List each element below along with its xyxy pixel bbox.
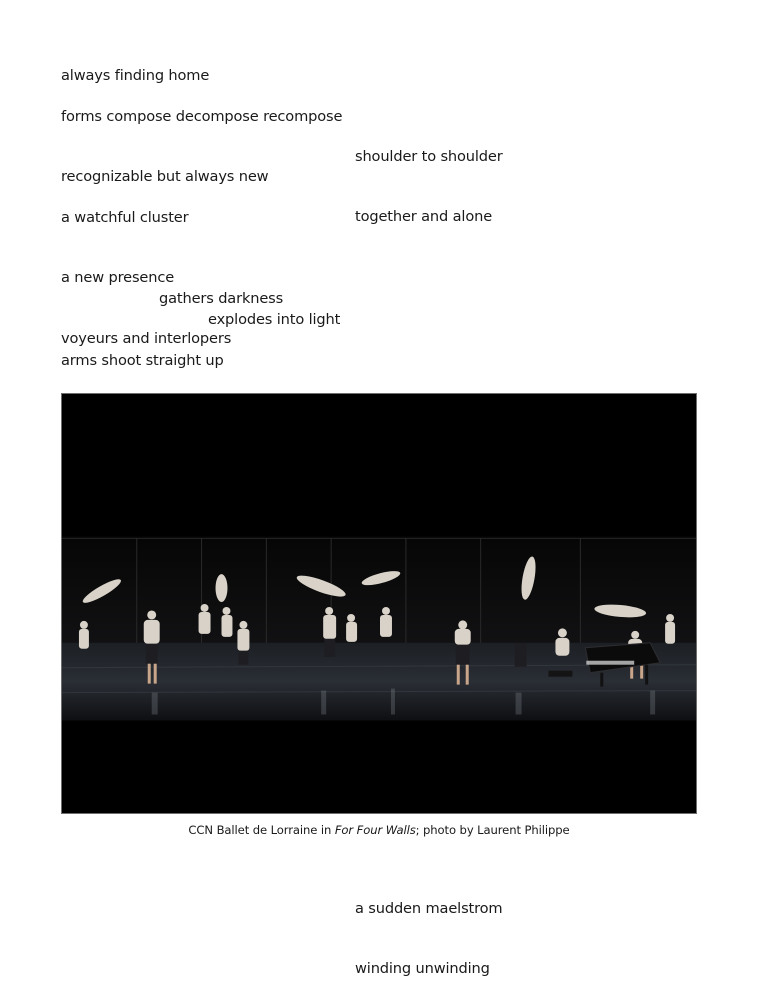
poem-line: a sudden maelstrom [355, 899, 503, 917]
poem-line: always finding home [61, 66, 210, 84]
stanza-5-indented [355, 858, 502, 1000]
poem-line: explodes into light [208, 310, 341, 328]
poem-line: winding unwinding [355, 960, 490, 978]
poem-line: forms compose decompose recompose [61, 107, 343, 125]
caption-credit: ; photo by Laurent Philippe [415, 823, 570, 837]
poem-line: shoulder to shoulder [355, 147, 503, 165]
caption-prefix: CCN Ballet de Lorraine in [188, 823, 335, 837]
dance-photo [61, 393, 697, 814]
poem-line: a watchful cluster [61, 208, 189, 226]
caption-title: For Four Walls [334, 823, 416, 837]
stanza-2-indented [355, 106, 503, 248]
poem-line: recognizable but always new [61, 168, 269, 186]
photo-caption [0, 822, 758, 838]
poem-line: a new presence [61, 269, 175, 287]
poem-line: arms shoot straight up [61, 351, 224, 369]
poem-line: gathers darkness [159, 289, 284, 307]
poem-line: together and alone [355, 208, 493, 226]
poem-line: voyeurs and interlopers [61, 330, 232, 348]
